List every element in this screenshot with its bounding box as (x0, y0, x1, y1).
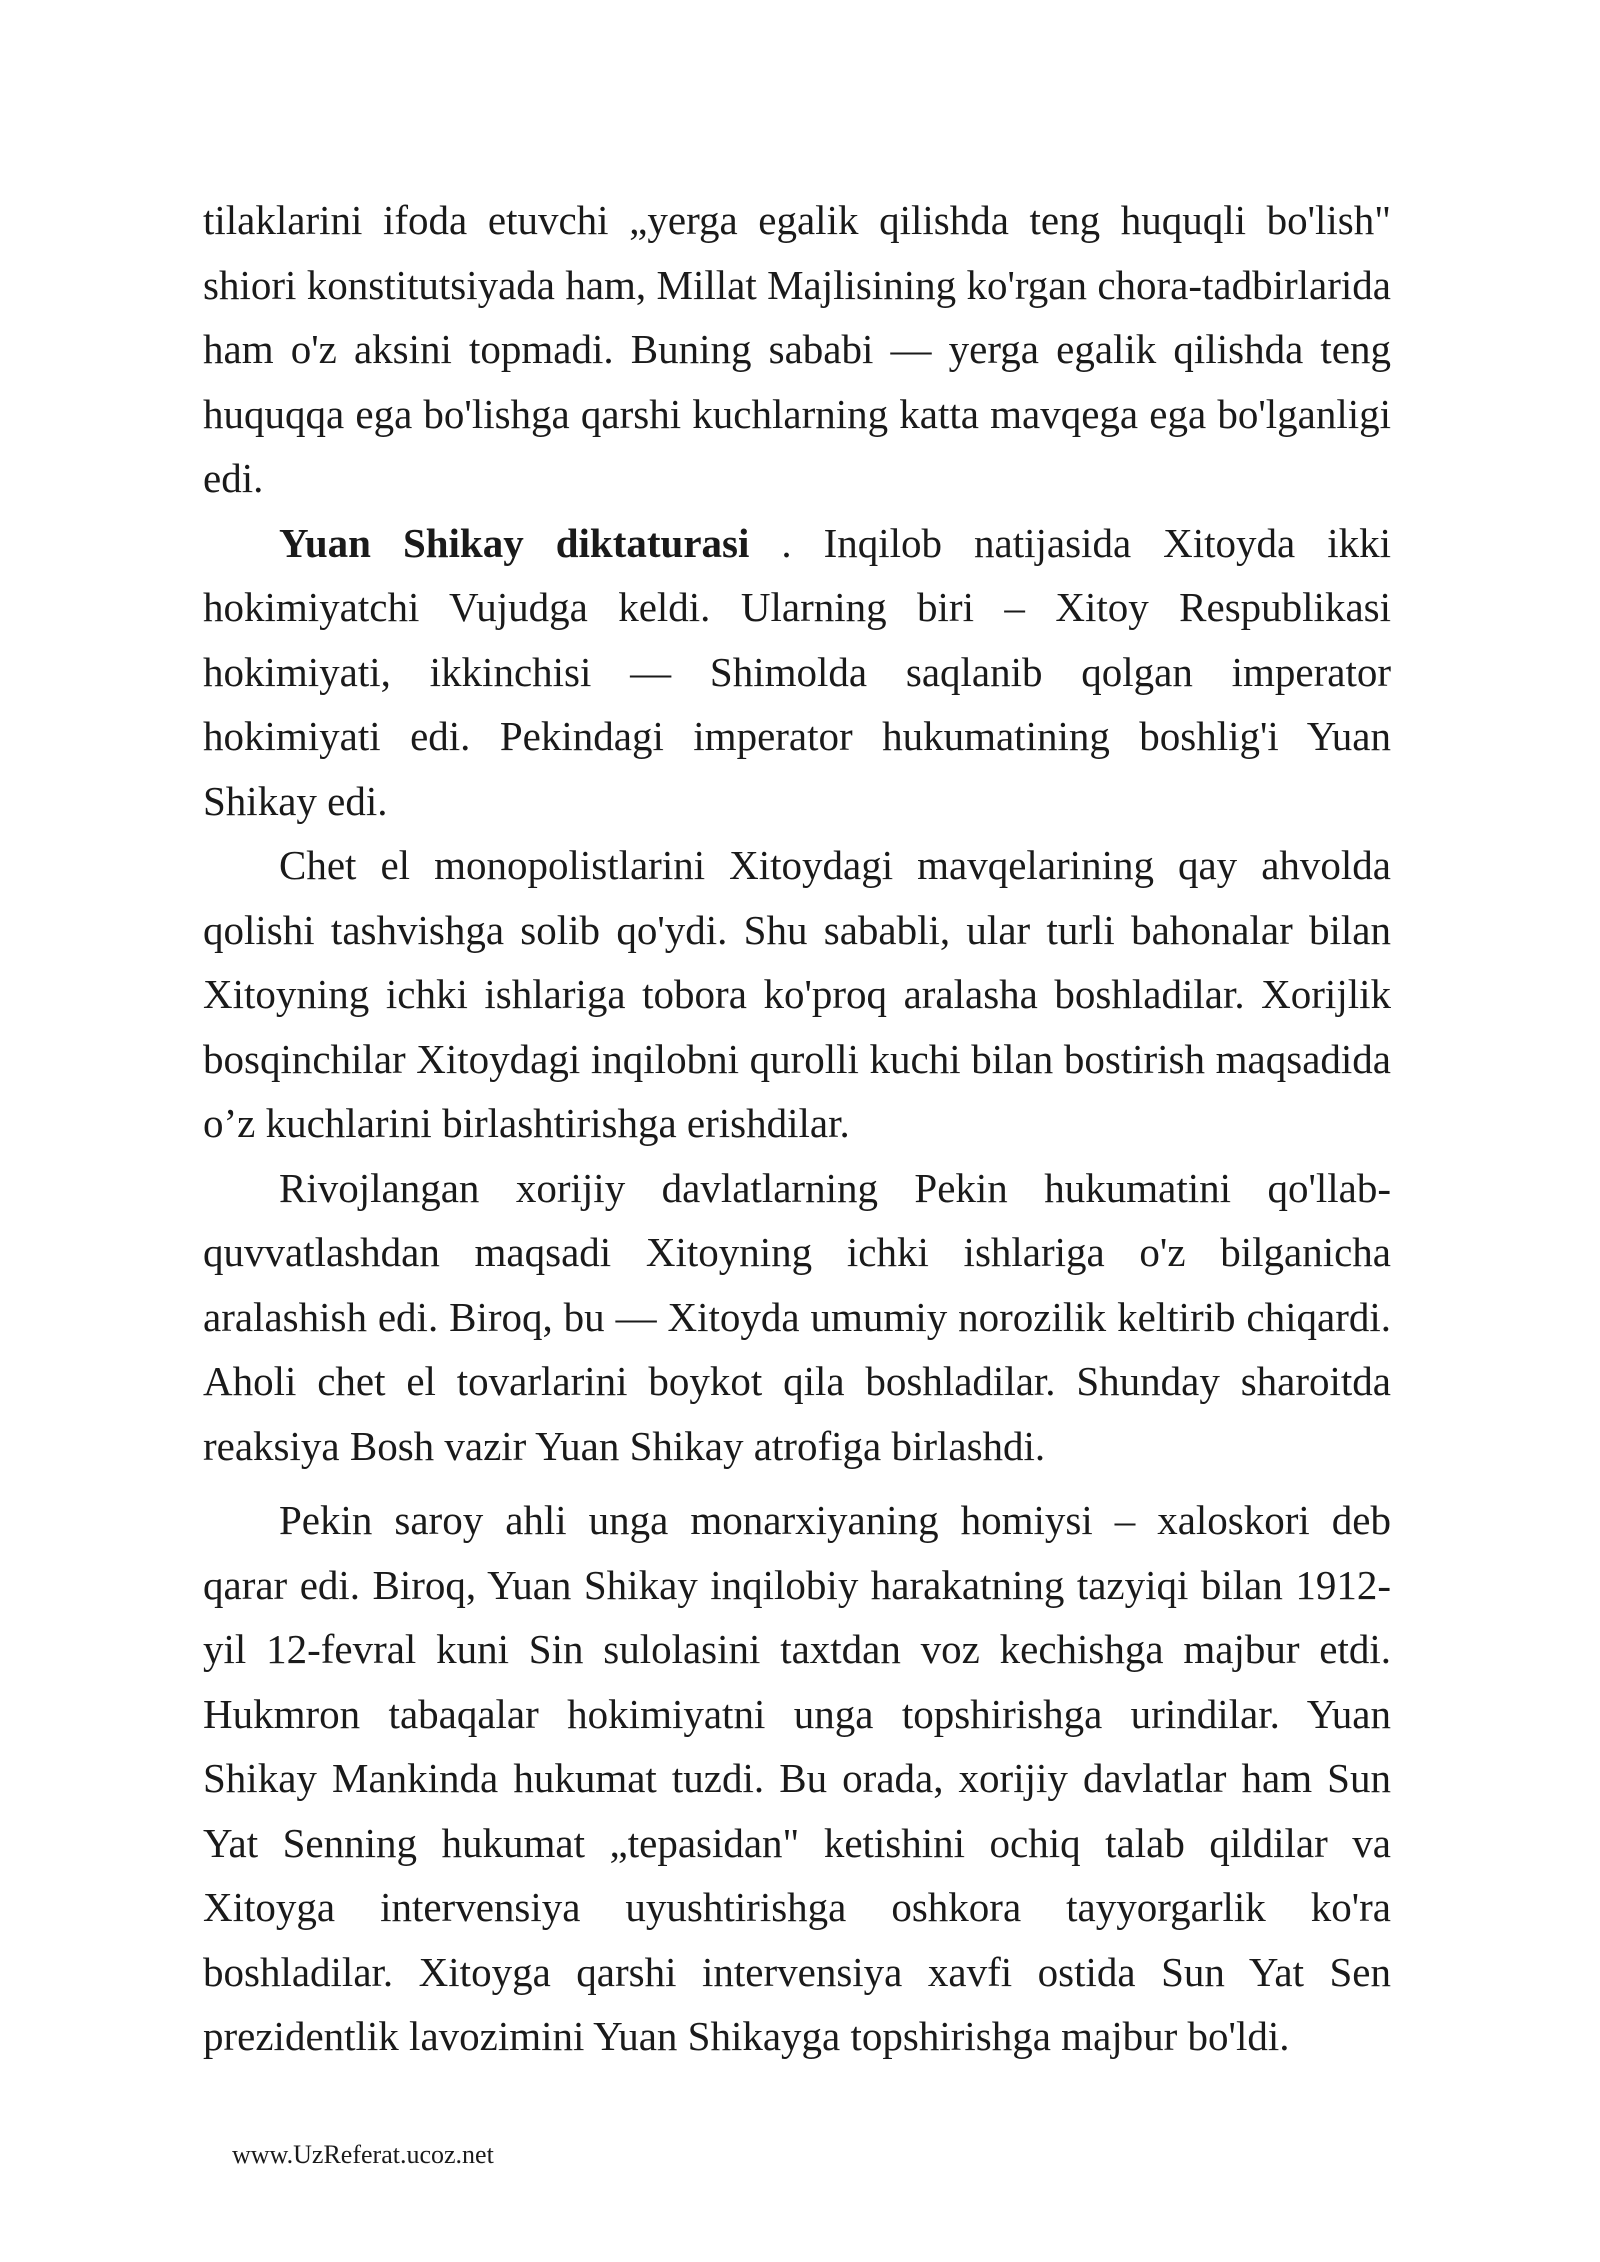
paragraph-2-body: . Inqilob natijasida Xitoyda ikki hokimiyatchi Vujudga keldi. Ularning biri – Xitoy Respublikasi hokimiyati, ikkinchisi — Shimolda saqlanib qolgan imperator hokimiyati edi. Pekindagi imperator hukumatining boshlig'i Yuan Shikay edi. (203, 519, 1391, 824)
document-page (203, 188, 1391, 2069)
paragraph-5: Pekin saroy ahli unga monarxiyaning homiysi – xaloskori deb qarar edi. Biroq, Yuan Shikay inqilobiy harakatning tazyiqi bilan 1912-yil 12-fevral kuni Sin sulolasini taxtdan voz kechishga majbur etdi. Hukmron tabaqalar hokimiyatni unga topshirishga urindilar. Yuan Shikay Mankinda hukumat tuzdi. Bu orada, xorijiy davlatlar ham Sun Yat Senning hukumat „tepasidan" ketishini ochiq talab qildilar va Xitoyga intervensiya uyushtirishga oshkora tayyorgarlik ko'ra boshladilar. Xitoyga qarshi intervensiya xavfi ostida Sun Yat Sen prezidentlik lavozimini Yuan Shikayga topshirishga majbur bo'ldi. (203, 1497, 1391, 2059)
section-heading: Yuan Shikay diktaturasi (279, 519, 750, 566)
paragraph-3: Chet el monopolistlarini Xitoydagi mavqelarining qay ahvolda qolishi tashvishga solib qo'ydi. Shu sababli, ular turli bahonalar bilan Xitoyning ichki ishlariga tobora ko'proq aralasha boshladilar. Xorijlik bosqinchilar Xitoydagi inqilobni qurolli kuchi bilan bostirish maqsadida o’z kuchlarini birlashtirishga erishdilar. (203, 842, 1391, 1146)
footer-url: www.UzReferat.ucoz.net (232, 2140, 494, 2169)
paragraph-1: tilaklarini ifoda etuvchi „yerga egalik qilishda teng huquqli bo'lish" shiori konstitutsiyada ham, Millat Majlisining ko'rgan chora-tadbirlarida ham o'z aksini topmadi. Buning sababi — yerga egalik qilishda teng huquqqa ega bo'lishga qarshi kuchlarning katta mavqega ega bo'lganligi edi. (203, 197, 1391, 501)
paragraph-4: Rivojlangan xorijiy davlatlarning Pekin hukumatini qo'llab-quvvatlashdan maqsadi Xitoyning ichki ishlariga o'z bilganicha aralashish edi. Biroq, bu — Xitoyda umumiy norozilik keltirib chiqardi. Aholi chet el tovarlarini boykot qila boshladilar. Shunday sharoitda reaksiya Bosh vazir Yuan Shikay atrofiga birlashdi. (203, 1164, 1391, 1469)
paragraph-2 (203, 511, 1391, 834)
